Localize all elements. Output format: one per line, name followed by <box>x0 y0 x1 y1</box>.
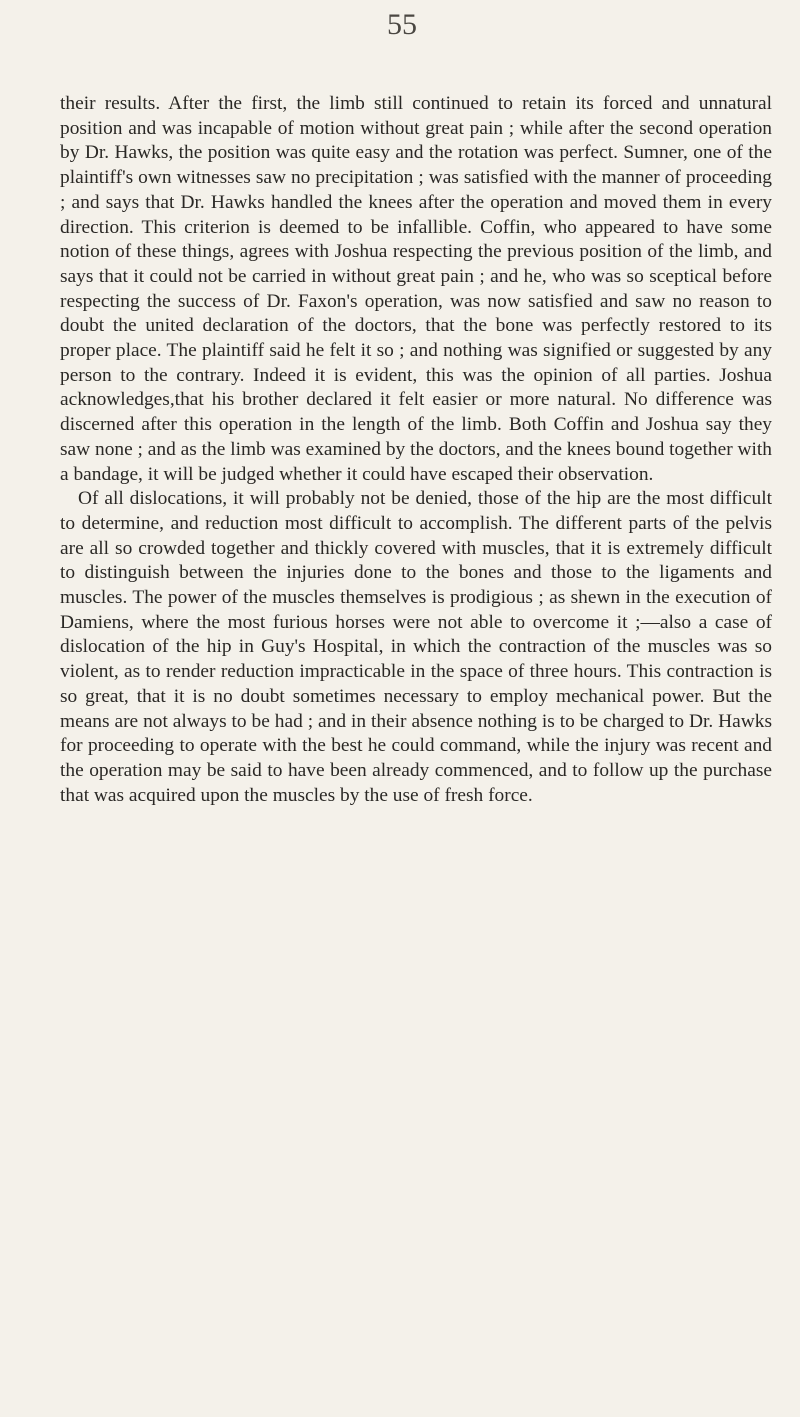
page-number: 55 <box>387 8 417 41</box>
paragraph: Of all dislocations, it will probably not be denied, those of the hip are the most difficult to determine, and reduction most difficult to accomplish. The different parts of the pelvis are all so crowded together and thickly covered with muscles, that it is extremely difficult to distinguish between the injuries done to the bones and those to the ligaments and muscles. The power of the muscles themselves is prodigious ; as shewn in the execution of Damiens, where the most furious horses were not able to overcome it ;—also a case of dislocation of the hip in Guy's Hospital, in which the contraction of the muscles was so violent, as to render reduction impracticable in the space of three hours. This contraction is so great, that it is no doubt sometimes necessary to employ mechanical power. But the means are not always to be had ; and in their absence nothing is to be charged to Dr. Hawks for proceeding to operate with the best he could command, while the injury was recent and the operation may be said to have been already commenced, and to follow up the purchase that was acquired upon the muscles by the use of fresh force. <box>60 488 772 806</box>
body-text <box>60 92 772 808</box>
paragraph: their results. After the first, the limb still continued to retain its forced and unnatural position and was incapable of motion without great pain ; while after the second operation by Dr. Hawks, the position was quite easy and the rotation was perfect. Sumner, one of the plaintiff's own witnesses saw no precipitation ; was satisfied with the manner of proceeding ; and says that Dr. Hawks handled the knees after the operation and moved them in every direction. This criterion is deemed to be infallible. Coffin, who appeared to have some notion of these things, agrees with Joshua respecting the previous position of the limb, and says that it could not be carried in without great pain ; and he, who was so sceptical before respecting the success of Dr. Faxon's operation, was now satisfied and saw no reason to doubt the united declaration of the doctors, that the bone was perfectly restored to its proper place. The plaintiff said he felt it so ; and nothing was signified or suggested by any person to the contrary. Indeed it is evident, this was the opinion of all parties. Joshua acknowledges,that his brother declared it felt easier or more natural. No difference was discerned after this operation in the length of the limb. Both Coffin and Joshua say they saw none ; and as the limb was examined by the doctors, and the knees bound together with a bandage, it will be judged whether it could have escaped their observation. <box>60 93 772 485</box>
